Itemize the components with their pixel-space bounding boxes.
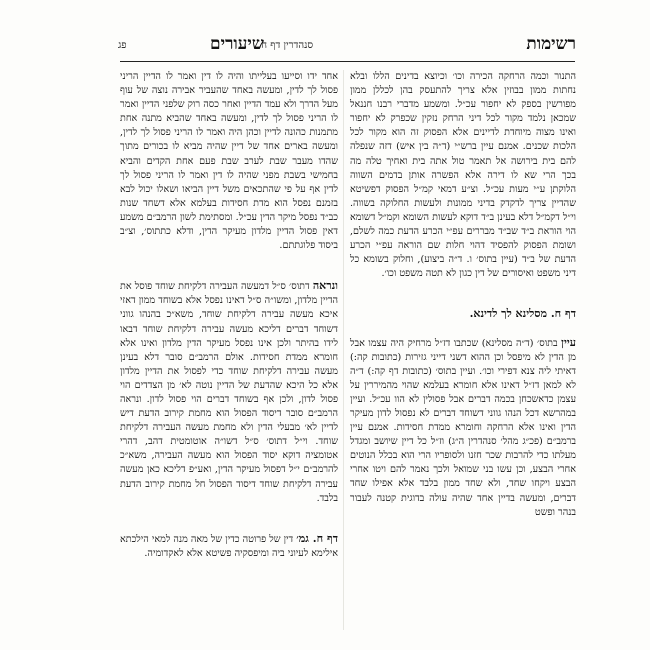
section-paragraph-text: בתוס׳ (ד״ה מסלינא) שכתבו דז״ל מרחיק היה עצמו אבל מן הדין לא מיפסל וכן ההוא דשני דייני גזירות (כתובות קה:) דאיתי ליה צנא דפירי וכו׳. ועיין בתוס׳ (כתובות דף קה:) ד״ה לא למאן דז״ל דאינו אלא חומרא בעלמא שהוי מהמיררין על עצמן כדאשכחן בכמה דברים אבל פסולין לא הוו עכ״ל. ועיין במהרשא דכל הנהו גווני דשוחד דברים לא נפסול לדון מעיקר הדין ואינו אלא הרחקה וחומרא ממדת חסידות. אמנם עיין ברמב״ם (פכ״ג מהל׳ סנהדרין ה״ג) וז״ל כל דיין שיושב ומגדל מעלתו כדי להרבות שכר חזנו ולסופריו הרי הוא בכלל הנוטים אחרי הבצע, וכן עשו בני שמואל ולכך נאמר להם ויטו אחרי הבצע ויקחו שחד, ולא שחד ממון בלבד אלא אפילו שחד דברים, ומעשה בדיין אחד שהיה עולה בדוגית קטנה לעבור בנהר ופשט — [350, 337, 576, 518]
right-section-paragraph — [350, 336, 576, 520]
header-center-text: סנהדרין דף ח. — [258, 40, 314, 51]
header-right-title: רשימות — [526, 34, 576, 54]
right-column — [350, 70, 576, 520]
daf-head: דף ח. גמ׳ — [296, 531, 338, 545]
right-paragraph: התנור וכמה הרחקה הכירה וכו׳ וכיוצא בדינים הללו ובלא נחתות ממון בבוזין אלא צריך להתעסק בהן לכללן ממון מפורשין בספק לא יחפור עכ״ל. ומשמע מדברי רבנו חננאל שמכאן נלמד מקור לכל דיני הרחק נזקין שכפרק לא יחפור ואינו מצוה מיוחדת לדיינים אלא הפסוק זה הוא מקור לכל הלכות שכנים. אמנם עיין ברש״י (ד״ה בין איש) דזה שנפלה להם בית בירושה אל תאמר טול אתה בית ואחיך טלה מה בכך הרי שא לו דירה אלא הפשרה אותן בדמים השווה הלוקתן ע״י מעות עכ״ל. וצ״ע דמאי קמ״ל הפסוק דפשיטא שהדיין צריך לדקדק בדיני ממונות ולעשות החלוקה בשווה. וי״ל דקמ״ל דלא בעינן ב״ד דוקא לעשות השומא וקמ״ל דשומא הוי הוראת ב״ד שב״ד מבררים עפ״י הכרע הדעת כמה לשלם, ושומת הפסוק להפסיד דהוי חלות שם הוראה עפ״י הכרע הדעת של ב״ד (עיין בתוס׳ ו. ד״ה ביצוע), וחלוק בשומא כל דיני משפט ואיסורים של דין כגון לא תטה משפט וכו׳. — [350, 71, 576, 280]
para2-lead-word: ונראה — [312, 279, 338, 293]
section-lead-word: עיין — [561, 335, 576, 349]
section-heading: דף ח. מסלינא לך לדינא. — [469, 307, 576, 321]
left-final-paragraph — [120, 532, 338, 561]
left-second-paragraph — [120, 279, 338, 506]
header-rule — [120, 61, 575, 62]
left-paragraph: אחד ידו וסייעו בעלייתו והיה לו דין ואמר לו הדיין הריני פסול לך לדין, ומעשה באחד שהעביר אבירה נוצה של עוף מעל הדרך ולא עמד הדיין ואחר כסה רוק שלפני הדיין ואמר לו הריני פסול לך לדין, ומעשה באחד שהביא מתנה אחת מתמנות כהונה לדיין וכהן היה ואמר לו הריני פסול לך לדין, ומעשה בארים אחד של דיין שהיה מביא לו בכורים מתוך שהדו מעבר שבת לערב שבת פעם אחת הקדים והביא בחמישי בשבת מפני שהיה לו דין ואמר לו הריני פסול לך לדין אף על פי שהתכאים משל דיין הביאו ושאלו יכול לבא בזמנם נפסל הוא מדת חסידות בעלמא אלא דשחד שנות כב״ד נפסל מיקר הדין עכ״ל. ומסתימת לשון הרמב״ם משמע דאין פסול הדיין מלדון מעיקר הדין, ודלא כתתוס׳, וצ״ב ביסוד פלוגתתם. — [120, 71, 338, 252]
header-left-title: שיעורים — [210, 34, 264, 54]
final-paragraph-text: דין של פרוטה כדין של מאה מנה למאי הילכתא אילימא לעיוני ביה ומיפסקיה פשיטא אלא לאקדומיה. — [120, 533, 338, 559]
page-number: פג — [118, 40, 127, 51]
column-divider — [343, 70, 344, 630]
left-column — [120, 70, 338, 561]
para2-text: דתוס׳ ס״ל דמעשה העבירה דלקיחת שוחד פוסל את הדיין מלדון, ומשו״ה ס״ל דאינו נפסל אלא בשוחד ממון דאזי איכא מעשה עבירה דלקיחת שוחד, משא״כ בהנהו גווני דשוחד דברים דליכא מעשה עבירה דלקיחת שוחד דבאו לידו בהיתר ולכן אינו נפסל מעיקר הדין מלדון ואינו אלא חומרא ממדת חסידות. אולם הרמב״ם סובר דלא בעינן מעשה עבירה דלקיחת שוחד כדי לפסול את הדיין מלדון אלא כל היכא שהדעת של הדיין נוטה לא׳ מן הצדדים הוי פסול לדון, ולכן אף בשוחד דברים הוי פסול לדון. ונראה הרמב״ם סובר דיסוד הפסול הוא מחמת קירוב הדעת דיש לדיין לא׳ מבעלי הדין ולא מחמת מעשה העבירה דלקיחת שוחד. וי״ל דתוס׳ ס״ל דשו״ה אוטומטית דהב, דהרי אטומציה דוקא יסוד הפסול הוא מעשה העבירה, משא״כ להרמב״ם י״ל דפסול מעיקר הדין, ואע״פ דליכא כאן מעשה עבירה דלקיחת שוחד דיסוד הפסול חל מחמת קירוב הדעת בלבד. — [120, 281, 338, 504]
